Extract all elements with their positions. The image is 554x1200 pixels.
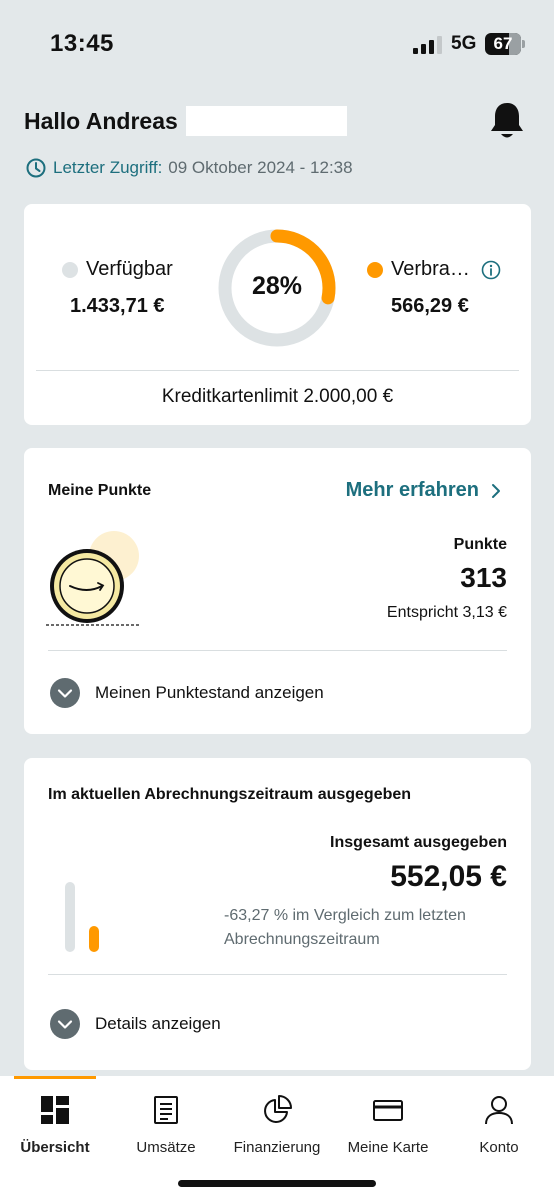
credit-limit: Kreditkartenlimit 2.000,00 €: [161, 386, 394, 407]
used-label: Verbra…: [391, 258, 470, 280]
divider: [48, 650, 507, 651]
tab-label: Übersicht: [20, 1139, 90, 1156]
tab-label: Meine Karte: [347, 1139, 429, 1156]
clock-icon: [26, 158, 46, 178]
status-time: 13:45: [50, 30, 114, 57]
available-legend: [62, 258, 173, 318]
spending-card: [24, 758, 531, 1070]
current-period-bar: [89, 926, 99, 952]
balance-card: [24, 204, 531, 425]
divider: [36, 370, 519, 371]
tab-label: Umsätze: [136, 1139, 196, 1156]
points-equivalent: Entspricht 3,13 €: [386, 604, 507, 621]
tab-my-card[interactable]: [333, 1076, 443, 1176]
person-icon: [483, 1094, 515, 1126]
total-spent-value: 552,05 €: [390, 860, 507, 893]
chevron-down-circle-icon: [50, 678, 80, 708]
receipt-list-icon: [150, 1094, 182, 1126]
show-points-expander[interactable]: [50, 678, 324, 708]
points-title: Meine Punkte: [48, 482, 152, 499]
points-card: [24, 448, 531, 734]
points-label: Punkte: [453, 536, 507, 553]
network-type: 5G: [451, 33, 477, 54]
home-indicator[interactable]: [178, 1180, 376, 1187]
dashboard-icon: [39, 1094, 71, 1126]
battery-icon: [485, 33, 525, 55]
usage-percent: 28%: [251, 272, 303, 300]
redacted-name-block: [186, 106, 347, 136]
spending-title: Im aktuellen Abrechnungszeitraum ausgegeben: [48, 786, 412, 803]
used-dot: [367, 262, 383, 278]
learn-more-label: Mehr erfahren: [345, 479, 479, 501]
available-label: Verfügbar: [86, 258, 173, 280]
info-icon[interactable]: [481, 260, 501, 280]
tab-overview[interactable]: [0, 1076, 110, 1176]
tab-label: Konto: [479, 1139, 519, 1156]
tab-account[interactable]: [444, 1076, 554, 1176]
previous-period-bar: [65, 882, 75, 952]
credit-card-icon: [372, 1094, 404, 1126]
total-spent-label: Insgesamt ausgegeben: [330, 834, 507, 851]
show-points-label: Meinen Punktestand anzeigen: [95, 683, 324, 702]
status-bar: [0, 0, 554, 88]
show-details-label: Details anzeigen: [95, 1014, 221, 1033]
cellular-signal-icon: [413, 36, 443, 54]
divider: [48, 974, 507, 975]
tab-financing[interactable]: [222, 1076, 332, 1176]
bell-icon[interactable]: [488, 100, 526, 142]
spending-comparison-text: -63,27 % im Vergleich zum letzten Abrechnungszeitraum: [224, 907, 466, 948]
show-details-expander[interactable]: [50, 1009, 221, 1039]
available-dot: [62, 262, 78, 278]
coin-icon: [46, 530, 146, 630]
learn-more-link[interactable]: [346, 479, 503, 502]
available-amount: 1.433,71 €: [70, 295, 165, 317]
last-access: [26, 158, 353, 178]
last-access-label: Letzter Zugriff:: [53, 158, 163, 177]
tab-label: Finanzierung: [233, 1139, 321, 1156]
pie-chart-icon: [261, 1094, 293, 1126]
used-legend: [367, 258, 501, 318]
used-amount: 566,29 €: [391, 295, 469, 317]
tab-transactions[interactable]: [111, 1076, 221, 1176]
chevron-right-icon: [489, 482, 503, 500]
battery-level: 67: [493, 34, 513, 53]
greeting-title: Hallo Andreas: [24, 108, 178, 134]
points-value: 313: [460, 562, 507, 593]
spending-comparison-bars: [64, 876, 104, 952]
chevron-down-circle-icon: [50, 1009, 80, 1039]
last-access-value: 09 Oktober 2024 - 12:38: [168, 158, 353, 177]
